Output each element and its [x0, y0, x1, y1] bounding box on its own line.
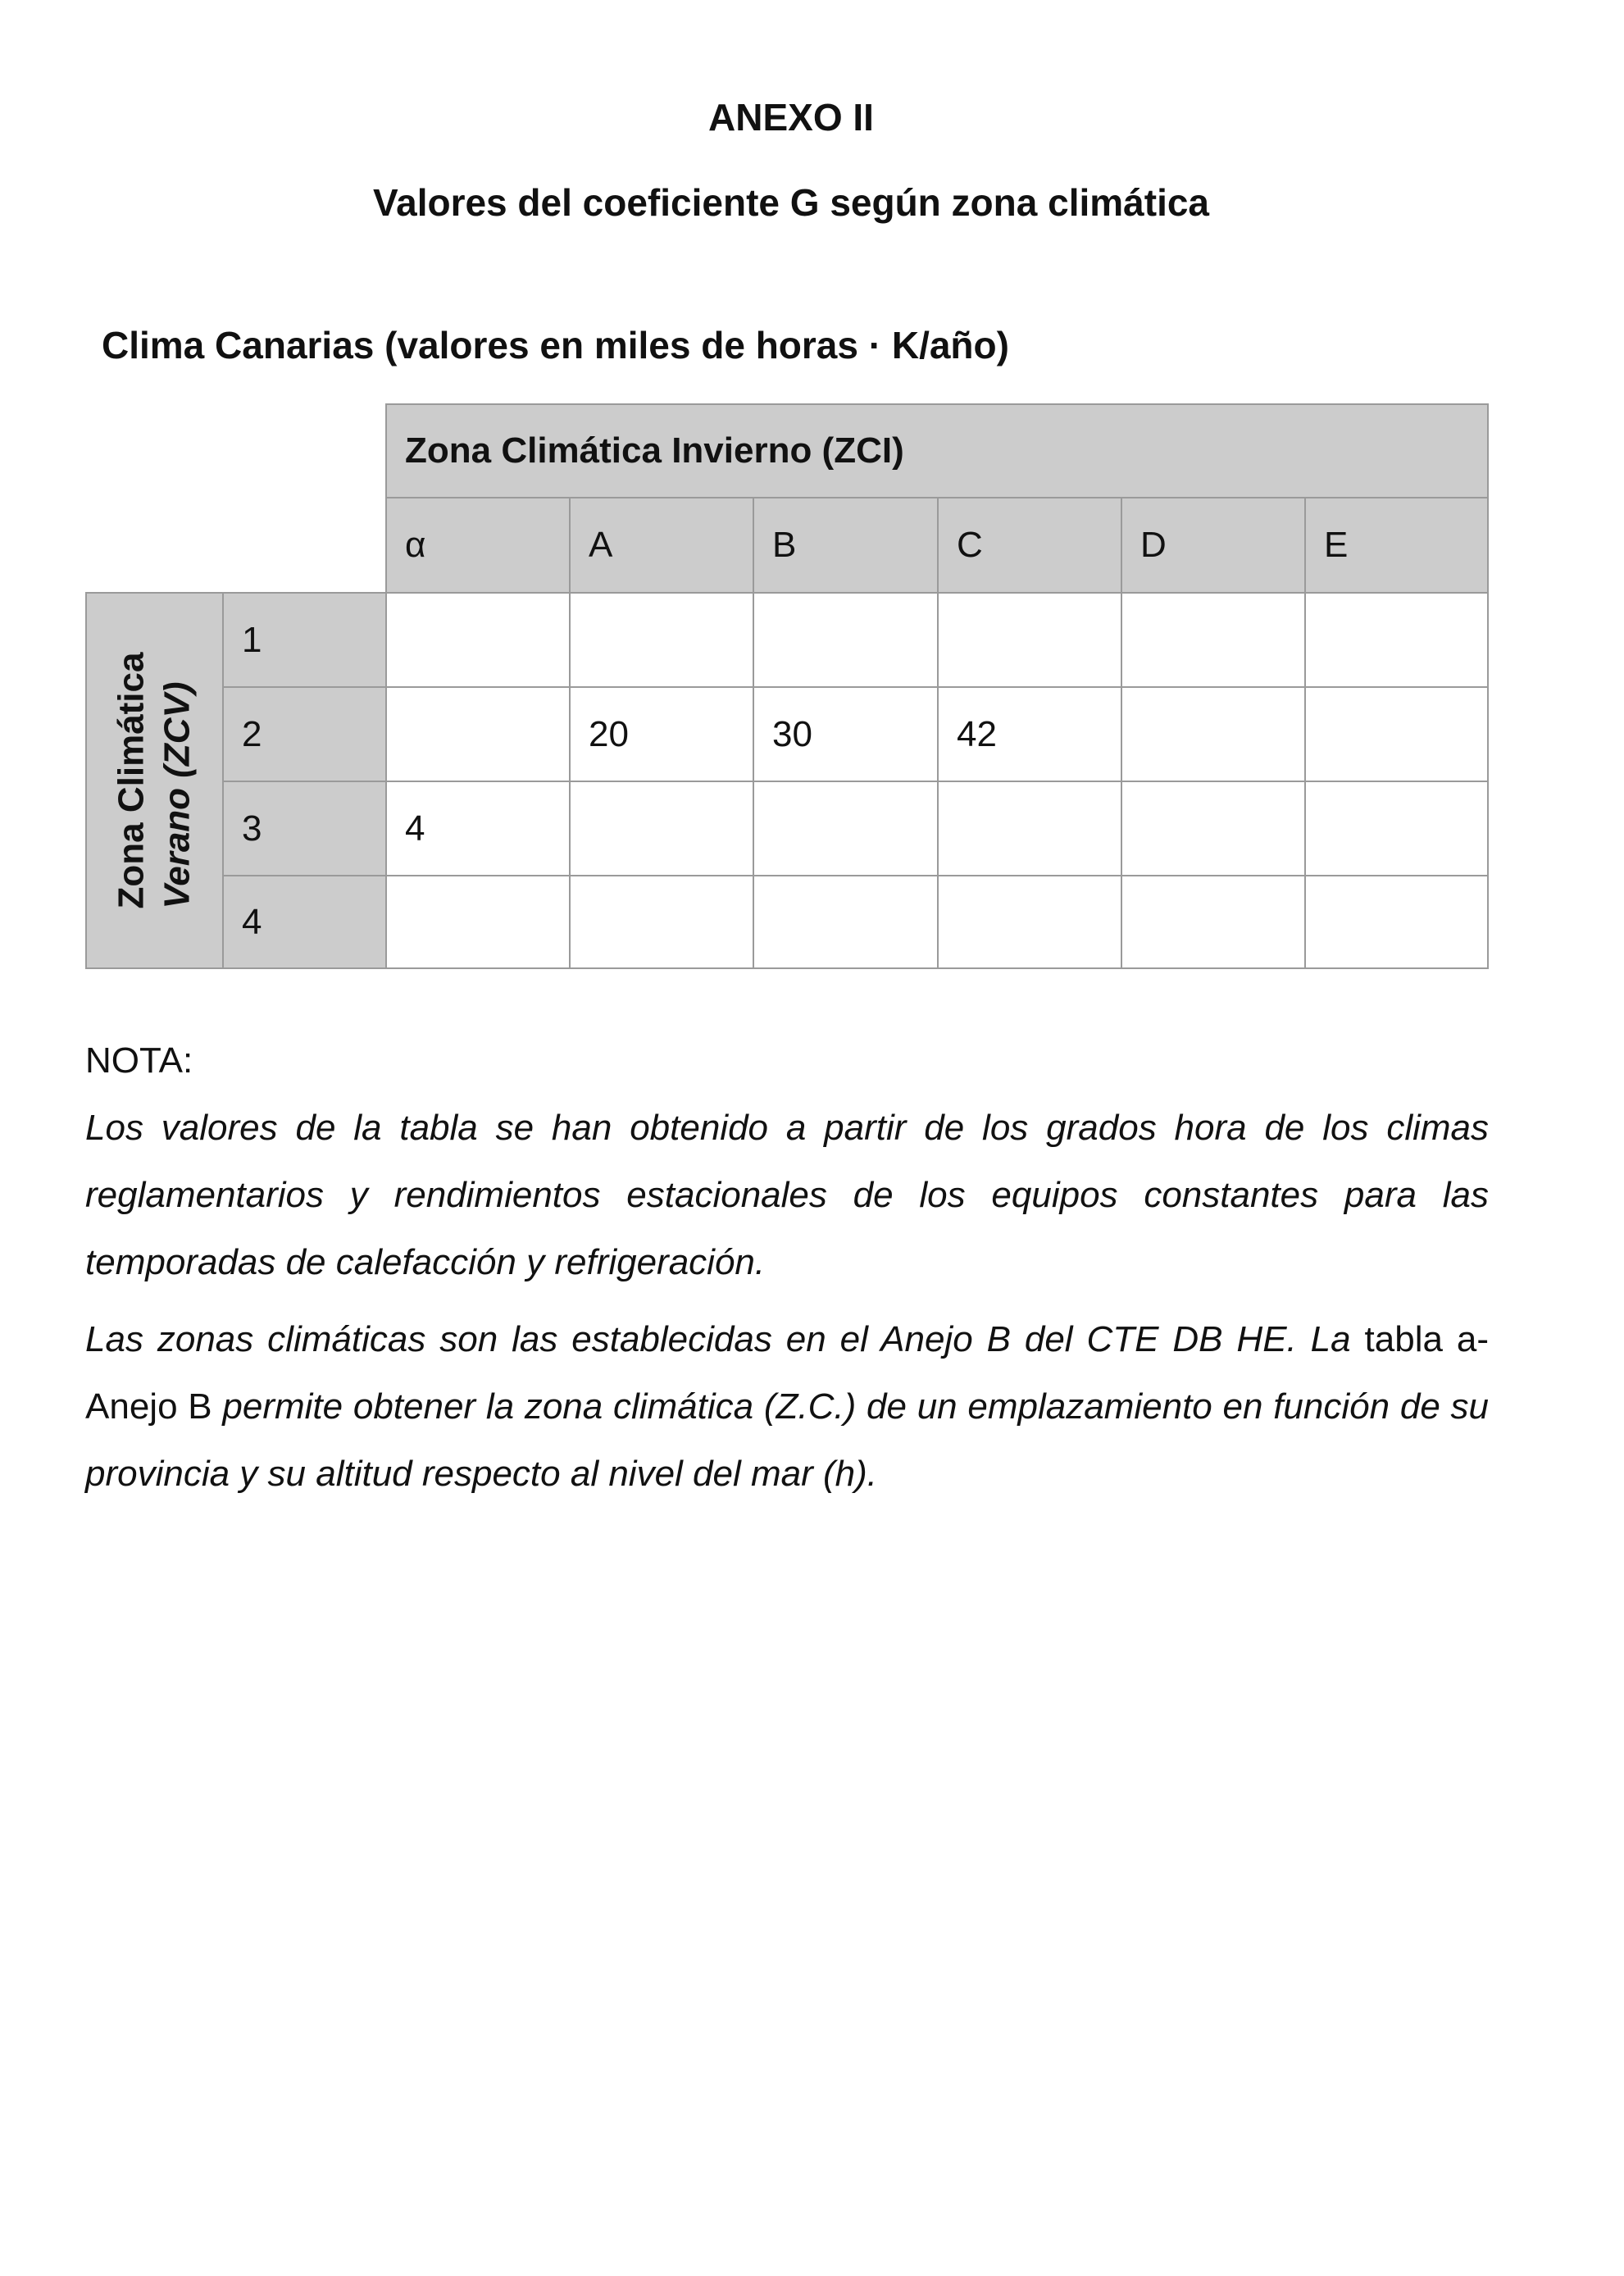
row-label-2: 2: [222, 686, 387, 782]
note-paragraph-2-part-a: Las zonas climáticas son las establecidas en el Anejo B del CTE DB HE. La: [85, 1319, 1365, 1359]
table-cell: [753, 875, 939, 969]
table-cell: [1304, 875, 1489, 969]
table-cell: [937, 875, 1122, 969]
table-cell: [1121, 781, 1306, 876]
zcv-header: [85, 592, 224, 969]
table-cell: [569, 781, 754, 876]
annex-title: ANEXO II: [708, 96, 874, 139]
note-paragraph-2: [85, 1306, 1489, 1508]
table-cell: 30: [753, 686, 939, 782]
table-reference: tabla a-Anejo B: [85, 1319, 1489, 1427]
table-cell: [569, 592, 754, 688]
row-label-3: 3: [222, 781, 387, 876]
table-cell: [1304, 781, 1489, 876]
col-header-alpha: α: [385, 497, 571, 594]
table-cell: [385, 686, 571, 782]
table-cell: 42: [937, 686, 1122, 782]
table-subtitle: Clima Canarias (valores en miles de horas · K/año): [102, 324, 1009, 366]
table-cell: [1304, 592, 1489, 688]
zcv-header-line1: Zona Climática: [111, 652, 152, 909]
note-paragraph-1: Los valores de la tabla se han obtenido a partir de los grados hora de los climas reglamentarios y rendimientos estacionales de los equipos constantes para las temporadas de calefacción y refrigeración.: [85, 1108, 1489, 1282]
table-cell: [1121, 686, 1306, 782]
table-cell: [1121, 875, 1306, 969]
zcv-header-line2: Verano (ZCV): [157, 681, 198, 909]
col-header-d: D: [1121, 497, 1306, 594]
table-cell: [569, 875, 754, 969]
table-cell: 20: [569, 686, 754, 782]
table-cell: [385, 592, 571, 688]
main-title: Valores del coeficiente G según zona climática: [372, 181, 1210, 224]
table-cell: [937, 781, 1122, 876]
table-cell: [385, 875, 571, 969]
table-cell: [1121, 592, 1306, 688]
col-header-e: E: [1304, 497, 1489, 594]
table-cell: [1304, 686, 1489, 782]
table-cell: [937, 592, 1122, 688]
col-header-b: B: [753, 497, 939, 594]
row-label-4: 4: [222, 875, 387, 969]
row-label-1: 1: [222, 592, 387, 688]
table-cell: [753, 781, 939, 876]
zci-header: Zona Climática Invierno (ZCI): [385, 403, 1489, 498]
note-paragraph-2-part-c: permite obtener la zona climática (Z.C.) de un emplazamiento en función de su provincia y su altitud respecto al nivel del mar (h).: [85, 1386, 1490, 1494]
table-cell: [753, 592, 939, 688]
col-header-a: A: [569, 497, 754, 594]
table-cell: 4: [385, 781, 571, 876]
col-header-c: C: [937, 497, 1122, 594]
note-label: NOTA:: [85, 1040, 193, 1081]
